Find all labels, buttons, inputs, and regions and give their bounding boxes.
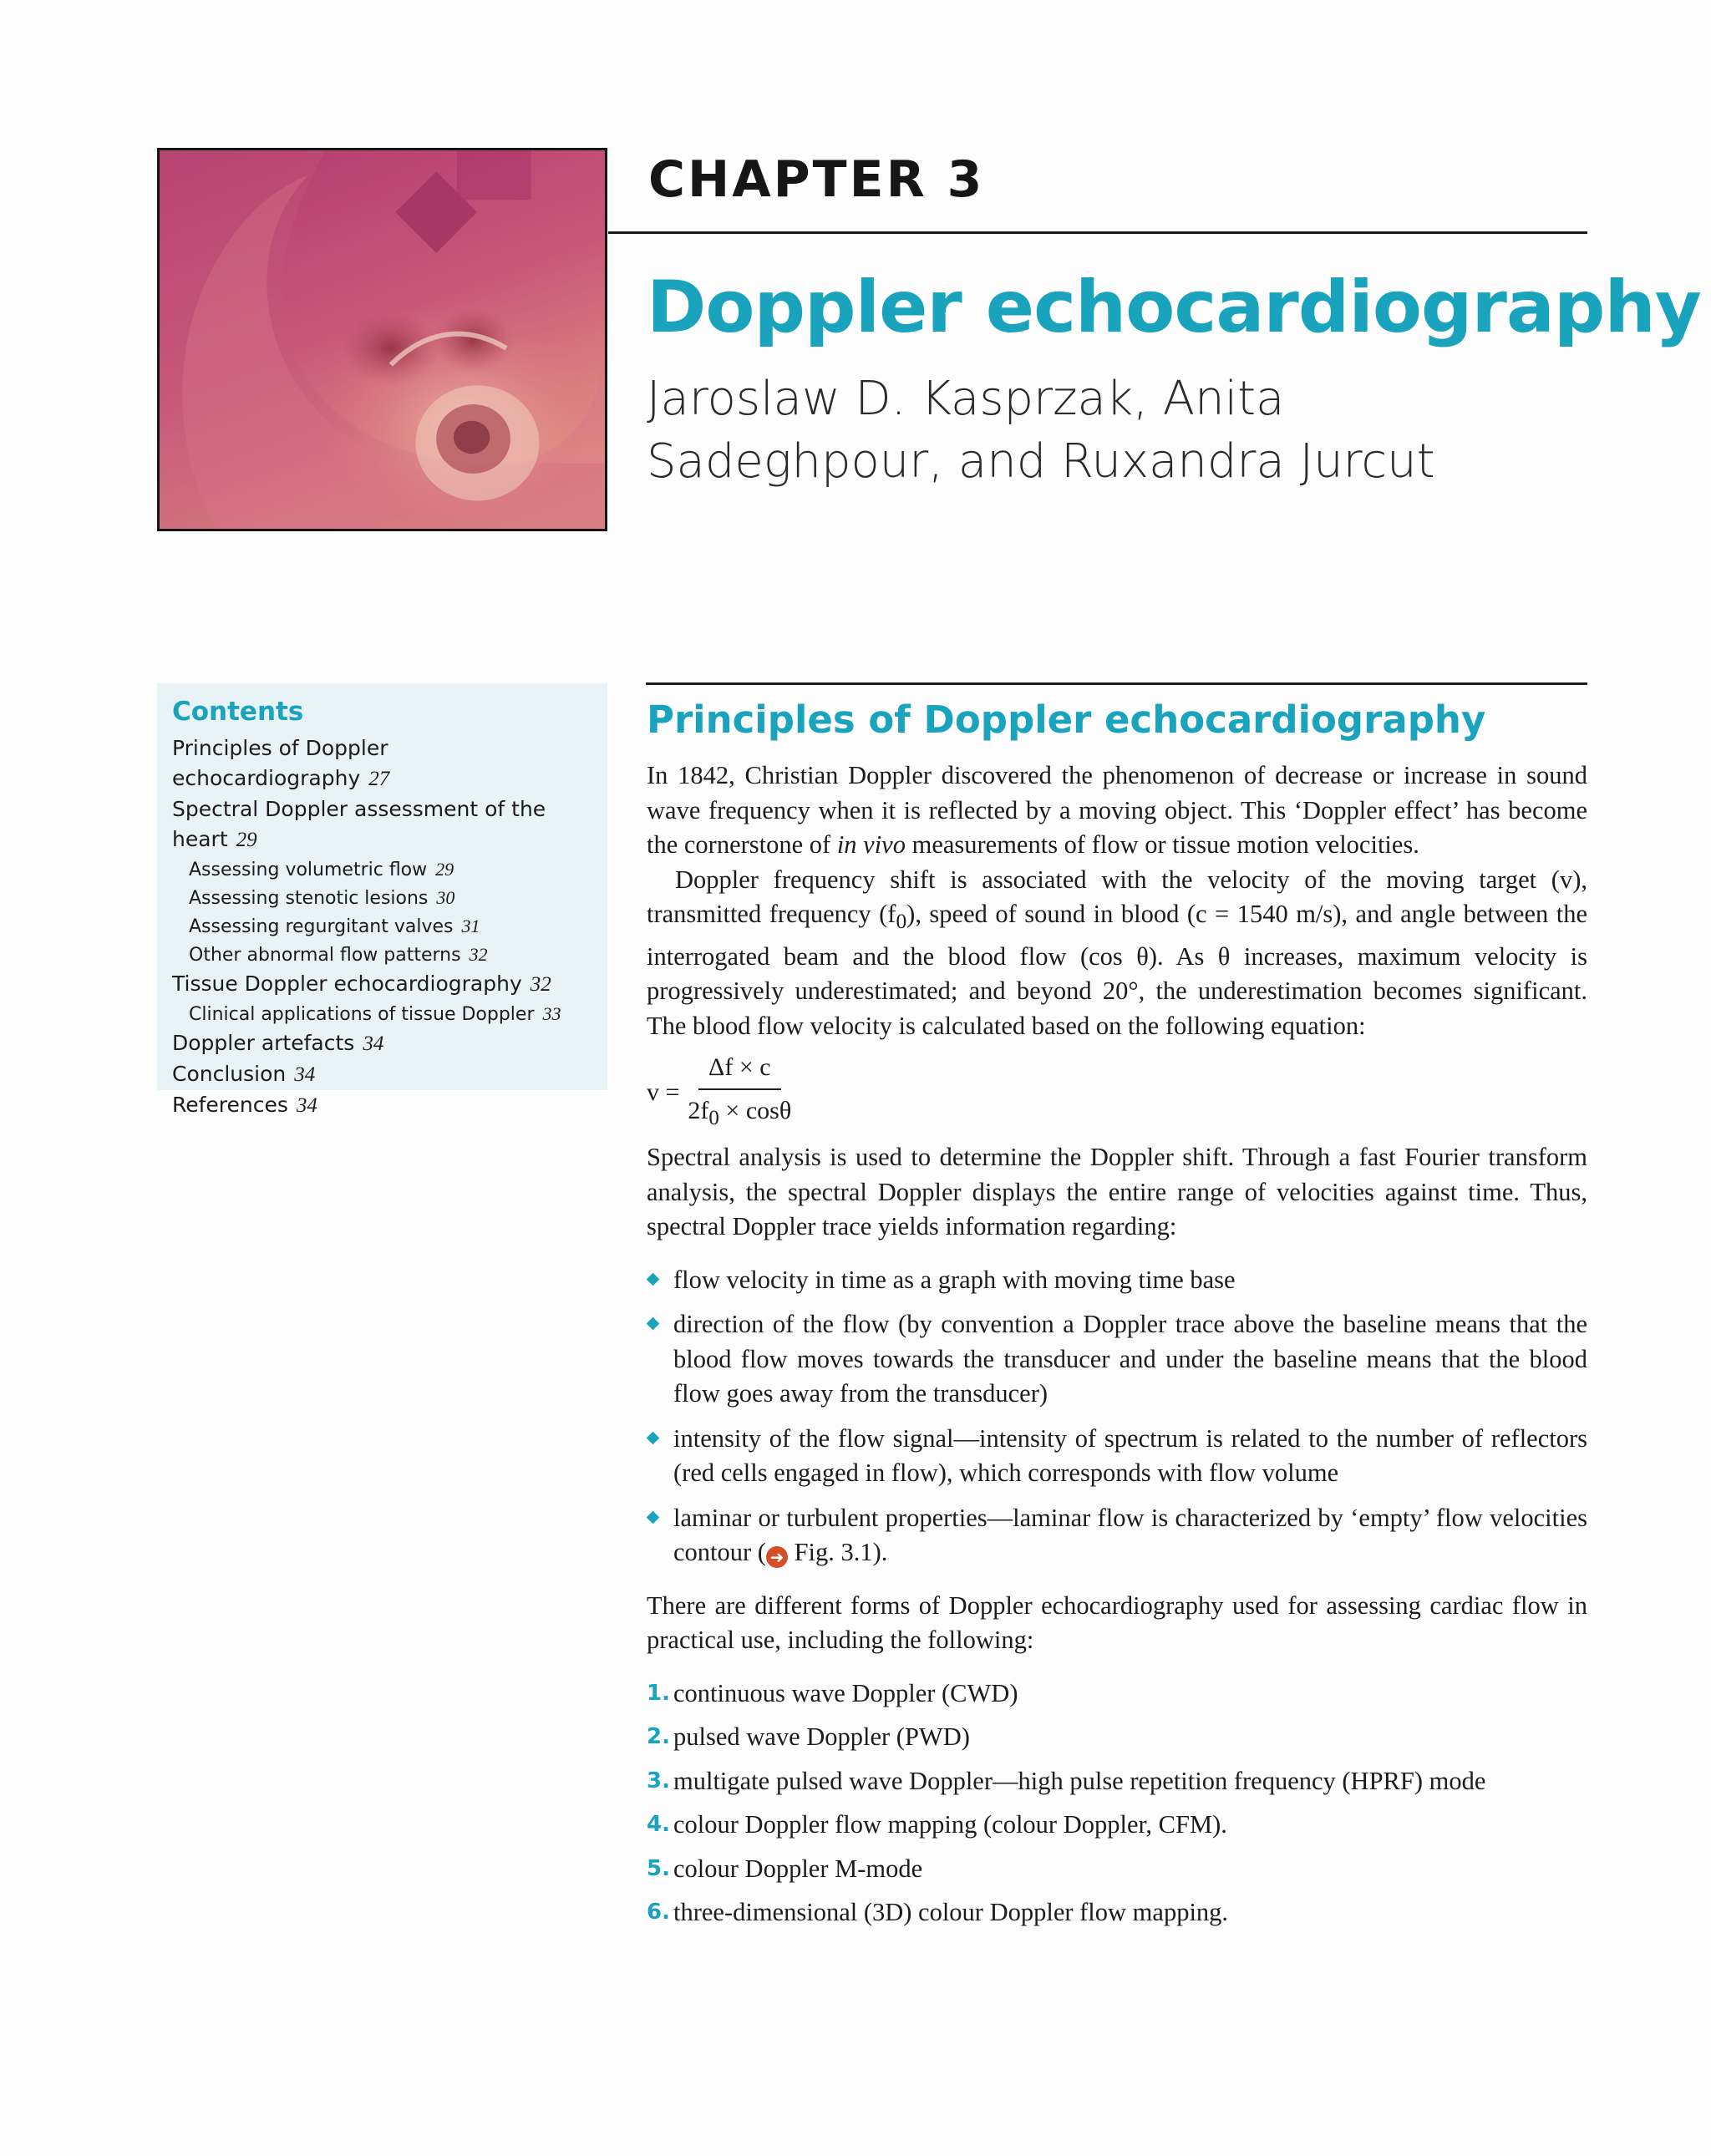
chapter-label: CHAPTER 3 (648, 150, 985, 209)
toc-page-number: 27 (368, 768, 390, 790)
toc-subitem[interactable] (172, 912, 592, 941)
toc-page-number: 34 (363, 1032, 384, 1055)
figure-link[interactable]: Fig. 3.1 (794, 1538, 873, 1567)
toc-page-number: 29 (236, 829, 257, 851)
list-item: 1. continuous wave Doppler (CWD) (647, 1677, 1587, 1712)
section-divider (646, 682, 1587, 685)
toc-item-label: Spectral Doppler assessment of the heart (172, 797, 546, 851)
equation-denominator: $2f_0 \times \cos\theta$ (688, 1096, 792, 1129)
divider (608, 231, 1587, 234)
list-item: 6. three-dimensional (3D) colour Doppler flow mapping. (647, 1895, 1587, 1930)
equation-lhs: v = (647, 1078, 680, 1107)
heart-echo-cover-image (160, 150, 605, 529)
toc-page-number: 31 (461, 916, 480, 936)
toc-subitem[interactable] (172, 884, 592, 912)
list-number: 3. (647, 1768, 670, 1793)
diamond-bullet-icon (647, 1272, 660, 1286)
body-text (647, 758, 1587, 1940)
equation-numerator: Δf × c (698, 1050, 781, 1090)
toc-item-label: Other abnormal flow patterns (189, 945, 461, 966)
list-number: 5. (647, 1855, 670, 1881)
toc-subitem[interactable] (172, 855, 592, 884)
list-item: laminar or turbulent properties—laminar flow is characterized by ‘empty’ flow velocities contour ( ➜ Fig. 3.1). (647, 1501, 1587, 1570)
diamond-bullet-icon (647, 1317, 660, 1331)
paragraph: There are different forms of Doppler echocardiography used for assessing cardiac flow in practical use, including the following: (647, 1590, 1587, 1655)
toc-item-label: Assessing volumetric flow (189, 860, 428, 880)
list-item: 2. pulsed wave Doppler (PWD) (647, 1720, 1587, 1755)
list-item: 4. colour Doppler flow mapping (colour Doppler, CFM). (647, 1808, 1587, 1843)
toc-item-label: Tissue Doppler echocardiography (172, 971, 522, 996)
toc-item[interactable] (172, 969, 592, 1000)
diamond-bullet-icon (647, 1510, 660, 1524)
toc-item-label: Clinical applications of tissue Doppler (189, 1004, 535, 1025)
arrow-right-circle-icon[interactable]: ➜ (766, 1546, 788, 1568)
toc-item-label: Doppler artefacts (172, 1031, 355, 1055)
contents-box (157, 683, 607, 1117)
toc-subitem[interactable] (172, 1000, 592, 1028)
chapter-title: Doppler echocardiography (647, 266, 1701, 349)
toc-item[interactable] (172, 1059, 592, 1090)
toc-item-label: Conclusion (172, 1062, 287, 1086)
toc-item[interactable] (172, 794, 592, 855)
equation-fraction (688, 1050, 791, 1135)
paragraph: Doppler frequency shift is associated with the velocity of the moving target (v), transmitted frequency $(f_0)$, speed of sound in blood (c = 1540 m/s), and angle between the interrogated beam and the blood flow (cos θ). As θ increases, maximum velocity is progressively underestimated; and beyond 20°, the underestimation becomes significant. The blood flow velocity is calculated based on the following equation: (647, 865, 1587, 1040)
list-number: 1. (647, 1680, 670, 1706)
list-item: flow velocity in time as a graph with moving time base (647, 1263, 1587, 1298)
list-item: 3. multigate pulsed wave Doppler—high pulse repetition frequency (HPRF) mode (647, 1764, 1587, 1799)
list-item: direction of the flow (by convention a Doppler trace above the baseline means that the blood flow moves towards the transducer and under the baseline means that the blood flow goes away from the transducer) (647, 1307, 1587, 1412)
toc-subitem[interactable] (172, 941, 592, 969)
toc-page-number: 32 (530, 973, 551, 996)
toc-page-number: 30 (436, 887, 455, 908)
list-number: 2. (647, 1724, 670, 1750)
list-number: 4. (647, 1812, 670, 1838)
bullet-list (647, 1263, 1587, 1570)
toc-item-label: Assessing stenotic lesions (189, 888, 429, 909)
diamond-bullet-icon (647, 1431, 660, 1444)
toc-page-number: 33 (542, 1003, 561, 1024)
toc-page-number: 34 (294, 1063, 316, 1086)
toc-item[interactable] (172, 733, 592, 794)
chapter-authors: Jaroslaw D. Kasprzak, Anita Sadeghpour, and Ruxandra Jurcut (647, 372, 1435, 489)
numbered-list (647, 1677, 1587, 1930)
toc-page-number: 32 (469, 944, 488, 965)
toc-item-label: Principles of Doppler echocardiography (172, 736, 388, 790)
list-item: 5. colour Doppler M-mode (647, 1852, 1587, 1887)
contents-heading: Contents (172, 697, 304, 727)
toc-page-number: 34 (296, 1094, 317, 1117)
list-number: 6. (647, 1900, 670, 1925)
toc-item-label: Assessing regurgitant valves (189, 916, 454, 937)
paragraph: In 1842, Christian Doppler discovered the phenomenon of decrease or increase in sound wave frequency when it is reflected by a moving object. This ‘Doppler effect’ has become the cornerstone of in vivo measurements of flow or tissue motion velocities. (647, 761, 1587, 859)
toc-item[interactable] (172, 1028, 592, 1059)
toc-item[interactable] (172, 1090, 592, 1121)
list-item: intensity of the flow signal—intensity of spectrum is related to the number of reflectors (red cells engaged in flow), which corresponds with flow volume (647, 1422, 1587, 1491)
toc-page-number: 29 (435, 859, 454, 880)
paragraph: Spectral analysis is used to determine the Doppler shift. Through a fast Fourier transform analysis, the spectral Doppler displays the entire range of velocities against time. Thus, spectral Doppler trace yields information regarding: (647, 1143, 1587, 1241)
chapter-cover-image (157, 148, 607, 531)
toc-item-label: References (172, 1093, 288, 1117)
velocity-equation (647, 1053, 1587, 1129)
section-heading: Principles of Doppler echocardiography (647, 698, 1486, 742)
